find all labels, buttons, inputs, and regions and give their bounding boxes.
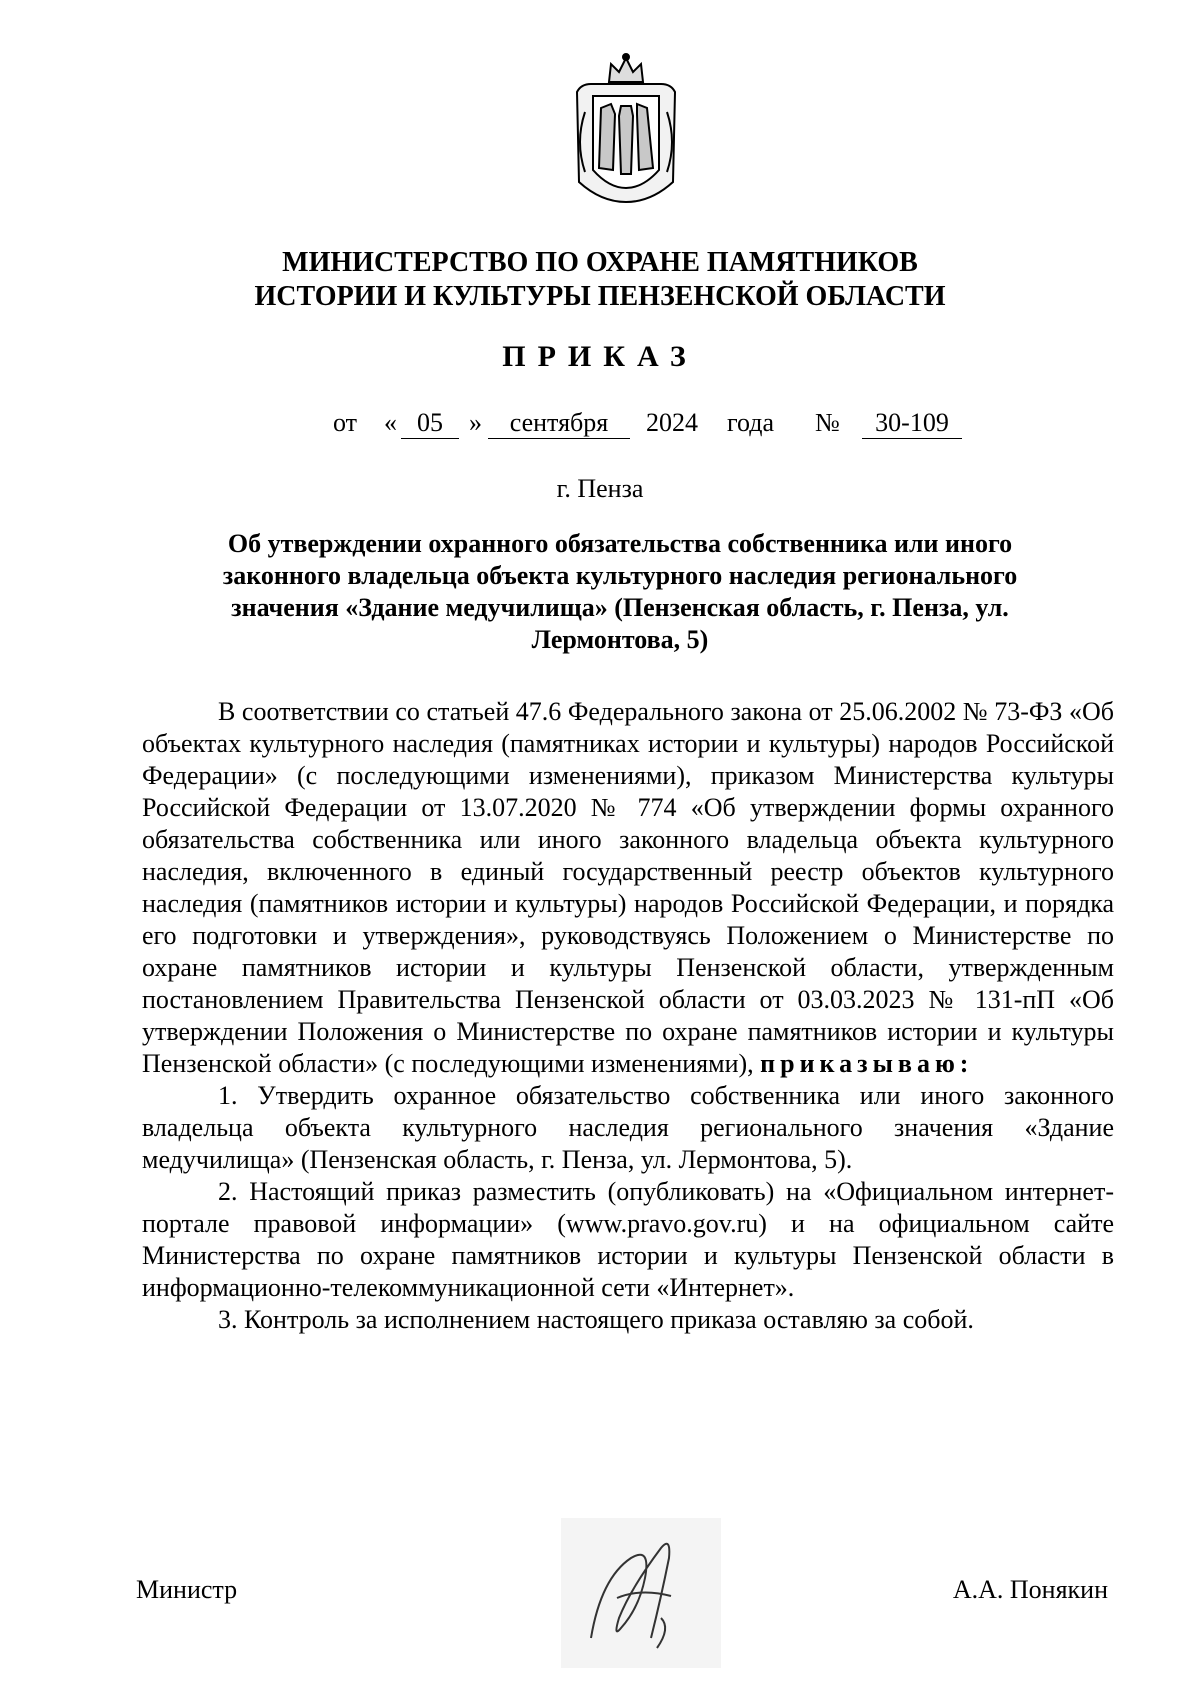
document-type-title: ПРИКАЗ xyxy=(502,340,698,373)
signatory-name: А.А. Понякин xyxy=(952,1575,1108,1604)
order-item-3: 3. Контроль за исполнением настоящего приказа оставляю за собой. xyxy=(218,1305,974,1334)
order-number: 30-109 xyxy=(862,408,962,439)
number-sign: № xyxy=(815,408,840,437)
date-quote-close: » xyxy=(469,408,482,437)
date-day: 05 xyxy=(401,408,459,439)
preamble-paragraph xyxy=(142,696,1114,1080)
order-item-1: 1. Утвердить охранное обязательство собственника или иного законного владельца объекта культурного наследия регионального значения «Здание медучилища» (Пензенская область, г. Пенза, ул. Лермонтова, 5). xyxy=(142,1081,1114,1174)
order-body xyxy=(142,696,1114,1336)
ministry-name-line-2: ИСТОРИИ И КУЛЬТУРЫ ПЕНЗЕНСКОЙ ОБЛАСТИ xyxy=(254,281,946,312)
date-year-word: года xyxy=(727,408,775,437)
order-subject-heading: Об утверждении охранного обязательства собственника или иного законного владельца объекта культурного наследия регионального значения «Здание медучилища» (Пензенская область, г. Пенза, ул. Лермонтова, 5) xyxy=(222,529,1018,654)
order-item-2: 2. Настоящий приказ разместить (опубликовать) на «Официальном интернет-портале правовой информации» (www.pravo.gov.ru) и на официальном сайте Министерства по охране памятников истории и культуры Пензенской области в информационно-телекоммуникационной сети «Интернет». xyxy=(142,1177,1114,1302)
ministry-name-line-1: МИНИСТЕРСТВО ПО ОХРАНЕ ПАМЯТНИКОВ xyxy=(282,247,918,278)
preamble-text: В соответствии со статьей 47.6 Федерального закона от 25.06.2002 № 73-ФЗ «Об объектах культурного наследия (памятниках истории и культуры) народов Российской Федерации» (с последующими изменениями), приказом Министерства культуры Российской Федерации от 13.07.2020 № 774 «Об утверждении формы охранного обязательства собственника или иного законного владельца объекта культурного наследия, включенного в единый государственный реестр объектов культурного наследия (памятников истории и культуры) народов Российской Федерации, и порядка его подготовки и утверждения», руководствуясь Положением о Министерстве по охране памятников истории и культуры Пензенской области, утвержденным постановлением Правительства Пензенской области от 03.03.2023 № 131-пП «Об утверждении Положения о Министерстве по охране памятников истории и культуры Пензенской области» (с последующими изменениями), xyxy=(142,697,1114,1078)
order-keyword: приказываю: xyxy=(760,1049,974,1078)
signatory-role: Министр xyxy=(136,1575,238,1604)
date-and-number-line xyxy=(0,408,1200,444)
city-line: г. Пенза xyxy=(556,474,644,503)
handwritten-signature xyxy=(561,1518,721,1668)
date-quote-open: « xyxy=(384,408,397,437)
coat-of-arms-emblem xyxy=(571,52,681,206)
date-prefix: от xyxy=(333,408,358,437)
date-month: сентября xyxy=(488,408,630,439)
date-year: 2024 xyxy=(646,408,698,437)
